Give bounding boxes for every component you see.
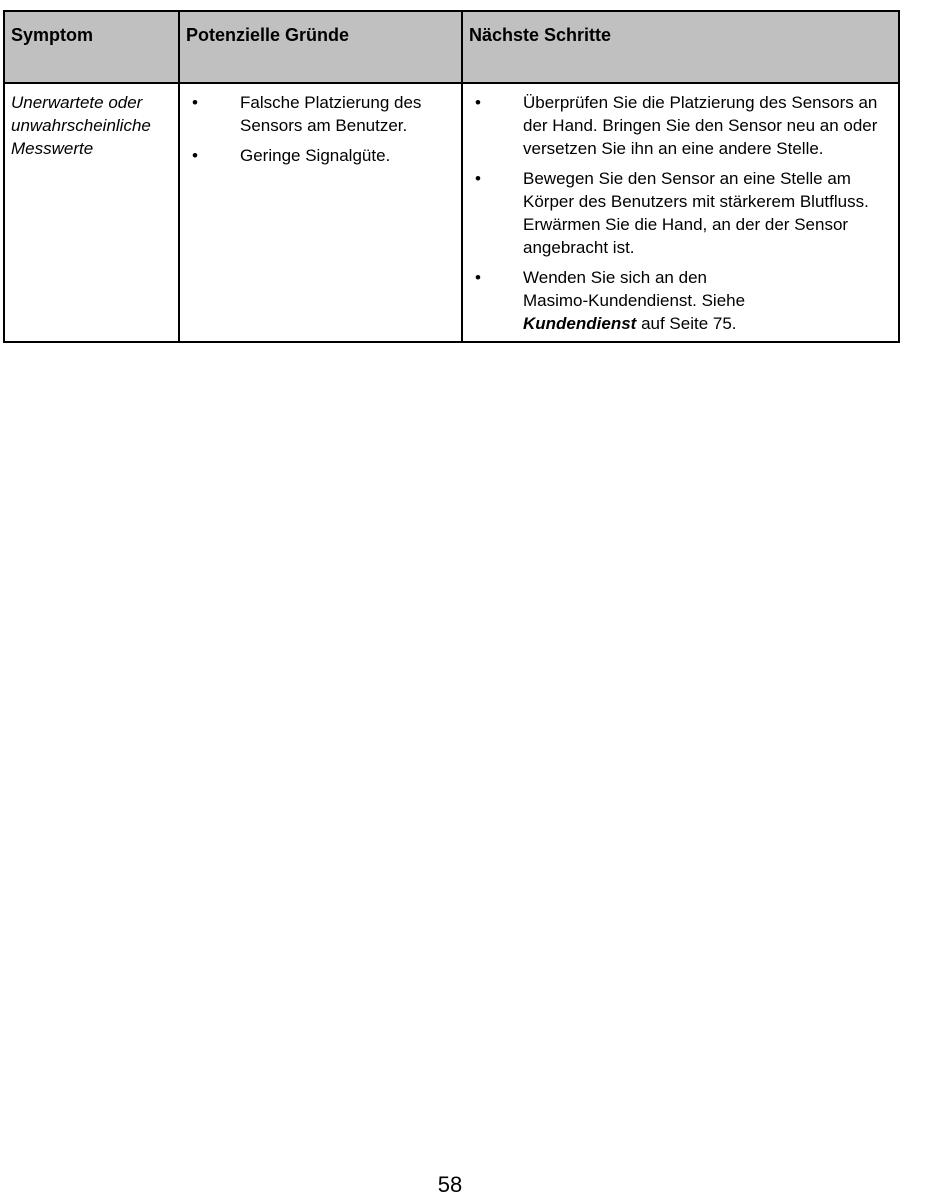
causes-list bbox=[186, 91, 457, 167]
causes-cell bbox=[179, 83, 462, 342]
bullet-icon: • bbox=[192, 146, 198, 165]
steps-list bbox=[469, 91, 894, 335]
symptom-line: Messwerte bbox=[11, 139, 94, 158]
list-item bbox=[186, 144, 457, 167]
step-text-line: Masimo-Kundendienst. Siehe bbox=[523, 291, 746, 310]
steps-cell bbox=[462, 83, 899, 342]
header-symptom: Symptom bbox=[4, 11, 179, 83]
list-item bbox=[469, 91, 894, 160]
cause-text: Geringe Signalgüte. bbox=[240, 146, 391, 165]
cause-text: Falsche Platzierung des Sensors am Benutzer. bbox=[240, 93, 422, 135]
page-reference-text: auf Seite 75. bbox=[636, 314, 737, 333]
troubleshooting-table bbox=[3, 10, 900, 343]
list-item bbox=[469, 266, 894, 335]
bullet-icon: • bbox=[475, 268, 481, 287]
customer-service-link[interactable]: Kundendienst bbox=[523, 314, 637, 333]
list-item bbox=[186, 91, 457, 137]
page-number: 58 bbox=[437, 1172, 463, 1197]
step-text: Bewegen Sie den Sensor an eine Stelle am Körper des Benutzers mit stärkerem Blutfluss. Erwärmen Sie die Hand, an der der Sensor angebracht ist. bbox=[523, 169, 869, 257]
symptom-line: Unerwartete oder bbox=[11, 93, 143, 112]
table-row bbox=[4, 83, 899, 342]
header-causes: Potenzielle Gründe bbox=[179, 11, 462, 83]
symptom-cell bbox=[4, 83, 179, 342]
step-text-line: Wenden Sie sich an den bbox=[523, 268, 707, 287]
bullet-icon: • bbox=[475, 93, 481, 112]
symptom-line: unwahrscheinliche bbox=[11, 116, 151, 135]
bullet-icon: • bbox=[192, 93, 198, 112]
list-item bbox=[469, 167, 894, 259]
table-header-row bbox=[4, 11, 899, 83]
step-text: Überprüfen Sie die Platzierung des Sensors an der Hand. Bringen Sie den Sensor neu an oder versetzen Sie ihn an eine andere Stelle. bbox=[523, 93, 878, 158]
header-next-steps: Nächste Schritte bbox=[462, 11, 899, 83]
bullet-icon: • bbox=[475, 169, 481, 188]
